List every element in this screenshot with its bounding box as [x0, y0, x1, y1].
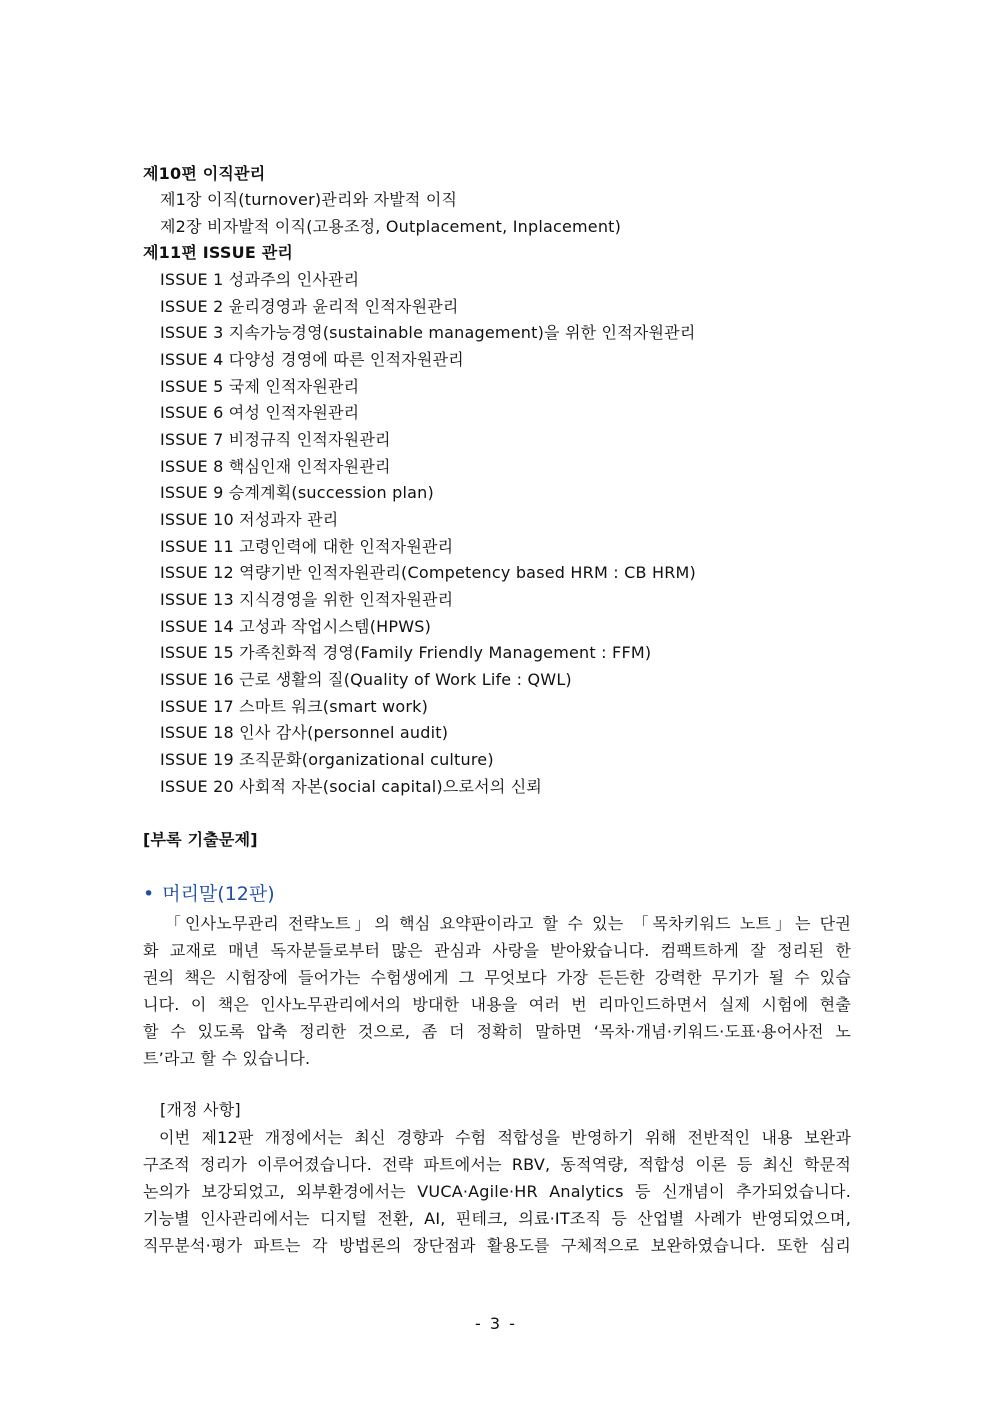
paragraph-line: 할 수 있도록 압축 정리한 것으로, 좀 더 정확히 말하면 ‘목차·개념·키워드·도표·용어사전 노	[143, 1022, 851, 1041]
issue-item: ISSUE 9 승계계획(succession plan)	[160, 483, 434, 502]
chapter-2: 제2장 비자발적 이직(고용조정, Outplacement, Inplacement)	[160, 217, 622, 236]
paragraph-line: 「인사노무관리 전략노트」의 핵심 요약판이라고 할 수 있는 「목차키워드 노트」는 단권	[165, 914, 851, 933]
part-10-title: 제10편 이직관리	[143, 164, 266, 183]
paragraph-line: 직무분석·평가 파트는 각 방법론의 장단점과 활용도를 구체적으로 보완하였습니다. 또한 심리	[143, 1236, 851, 1255]
issue-item: ISSUE 19 조직문화(organizational culture)	[160, 750, 494, 769]
paragraph-line: 이번 제12판 개정에서는 최신 경향과 수험 적합성을 반영하기 위해 전반적인 내용 보완과	[159, 1128, 851, 1147]
paragraph-line: 트’라고 할 수 있습니다.	[143, 1049, 311, 1068]
paragraph-line: 구조적 정리가 이루어졌습니다. 전략 파트에서는 RBV, 동적역량, 적합성 이론 등 최신 학문적	[143, 1155, 851, 1174]
issue-item: ISSUE 16 근로 생활의 질(Quality of Work Life : QWL)	[160, 670, 572, 689]
bullet-icon: •	[143, 883, 155, 905]
page-number: - 3 -	[475, 1314, 517, 1333]
issue-item: ISSUE 7 비정규직 인적자원관리	[160, 430, 391, 449]
issue-item: ISSUE 12 역량기반 인적자원관리(Competency based HRM : CB HRM)	[160, 563, 696, 582]
paragraph-line: 니다. 이 책은 인사노무관리에서의 방대한 내용을 여러 번 리마인드하면서 실제 시험에 현출	[143, 995, 851, 1014]
issue-item: ISSUE 5 국제 인적자원관리	[160, 377, 360, 396]
issue-item: ISSUE 6 여성 인적자원관리	[160, 403, 360, 422]
chapter-1: 제1장 이직(turnover)관리와 자발적 이직	[160, 190, 458, 209]
preface-paragraph-1	[143, 910, 851, 1072]
preface-heading	[143, 882, 275, 906]
paragraph-line: 화 교재로 매년 독자분들로부터 많은 관심과 사랑을 받아왔습니다. 컴팩트하게 잘 정리된 한	[143, 941, 851, 960]
issue-item: ISSUE 18 인사 감사(personnel audit)	[160, 723, 449, 742]
issue-item: ISSUE 4 다양성 경영에 따른 인적자원관리	[160, 350, 464, 369]
issue-item: ISSUE 13 지식경영을 위한 인적자원관리	[160, 590, 454, 609]
appendix-title: [부록 기출문제]	[143, 830, 258, 849]
issue-item: ISSUE 17 스마트 워크(smart work)	[160, 697, 429, 716]
issue-item: ISSUE 10 저성과자 관리	[160, 510, 339, 529]
part-11-title: 제11편 ISSUE 관리	[143, 243, 294, 262]
issue-item: ISSUE 11 고령인력에 대한 인적자원관리	[160, 537, 454, 556]
issue-item: ISSUE 8 핵심인재 인적자원관리	[160, 457, 391, 476]
issue-item: ISSUE 2 윤리경영과 윤리적 인적자원관리	[160, 297, 459, 316]
issue-item: ISSUE 1 성과주의 인사관리	[160, 270, 360, 289]
issue-item: ISSUE 3 지속가능경영(sustainable management)을 위한 인적자원관리	[160, 323, 696, 342]
issue-item: ISSUE 20 사회적 자본(social capital)으로서의 신뢰	[160, 777, 543, 796]
revision-label: [개정 사항]	[160, 1100, 241, 1119]
issue-item: ISSUE 15 가족친화적 경영(Family Friendly Management : FFM)	[160, 643, 652, 662]
preface-title: 머리말(12판)	[162, 883, 275, 905]
paragraph-line: 논의가 보강되었고, 외부환경에서는 VUCA·Agile·HR Analytics 등 신개념이 추가되었습니다.	[143, 1182, 851, 1201]
preface-paragraph-2	[143, 1124, 851, 1259]
paragraph-line: 권의 책은 시험장에 들어가는 수험생에게 그 무엇보다 가장 든든한 강력한 무기가 될 수 있습	[143, 968, 851, 987]
paragraph-line: 기능별 인사관리에서는 디지털 전환, AI, 핀테크, 의료·IT조직 등 산업별 사례가 반영되었으며,	[143, 1209, 851, 1228]
issue-item: ISSUE 14 고성과 작업시스템(HPWS)	[160, 617, 432, 636]
